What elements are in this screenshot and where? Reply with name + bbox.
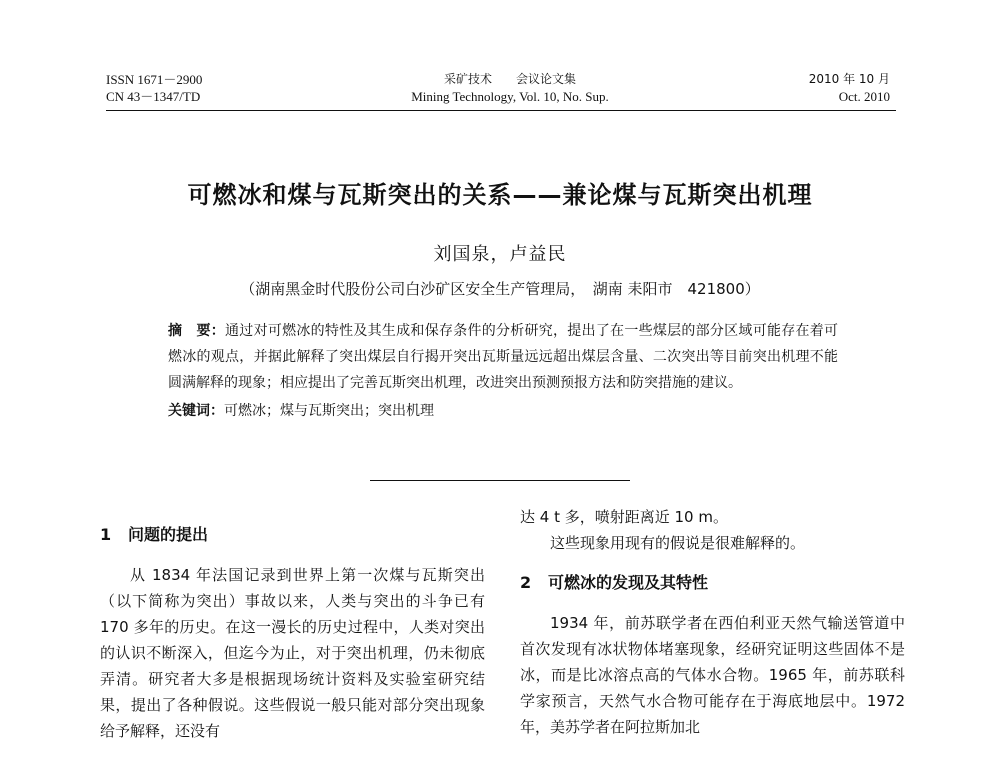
header-rule [106, 110, 896, 111]
section-2-paragraph: 1934 年，前苏联学者在西伯利亚天然气输送管道中首次发现有冰状物体堵塞现象，经研究证明这些固体不是冰，而是比冰溶点高的气体水合物。1965 年，前苏联科学家预言，天然气水合物可能存在于海底地层中。1972 年，美苏学者在阿拉斯加北 [520, 614, 905, 736]
abstract-text: 通过对可燃冰的特性及其生成和保存条件的分析研究，提出了在一些煤层的部分区域可能存在着可燃冰的观点，并据此解释了突出煤层自行揭开突出瓦斯量远远超出煤层含量、二次突出等目前突出机理不能圆满解释的现象；相应提出了完善瓦斯突出机理，改进突出预测预报方法和防突措施的建议。 [168, 323, 839, 391]
keywords-label: 关键词： [168, 403, 224, 419]
paper-title: 可燃冰和煤与瓦斯突出的关系——兼论煤与瓦斯突出机理 [187, 181, 813, 209]
keywords [168, 398, 838, 424]
continuation-text: 达 4 t 多，喷射距离近 10 m。 [520, 508, 728, 526]
authors: 刘国泉，卢益民 [433, 244, 567, 265]
left-column [100, 510, 485, 744]
header-center [360, 71, 660, 105]
section-1-paragraph: 从 1834 年法国记录到世界上第一次煤与瓦斯突出（以下简称为突出）事故以来，人类与突出的斗争已有 170 多年的历史。在这一漫长的历史过程中，人类对突出的认识不断深入，但迄今为止，对于突出机理，仍未彻底弄清。研究者大多是根据现场统计资料及实验室研究结果，提出了各种假说。这些假说一般只能对部分突出现象给予解释，还没有 [100, 566, 485, 740]
section-2-title: 可燃冰的发现及其特性 [548, 573, 709, 592]
header-right [809, 71, 890, 105]
section-2-heading [520, 570, 905, 596]
section-1-heading [100, 522, 485, 548]
journal-title-cn: 采矿技术 会议论文集 [443, 72, 576, 86]
abstract-block [168, 318, 838, 424]
keywords-text: 可燃冰；煤与瓦斯突出；突出机理 [224, 403, 434, 419]
affiliation: （湖南黑金时代股份公司白沙矿区安全生产管理局， 湖南 耒阳市 421800） [240, 280, 760, 298]
issn: ISSN 1671－2900 [106, 72, 203, 87]
section-2-number: 2 [520, 573, 532, 592]
abstract-label: 摘 要： [168, 323, 226, 339]
abstract-divider [370, 480, 630, 481]
section-1-title: 问题的提出 [128, 525, 209, 544]
date-en: Oct. 2010 [838, 89, 890, 104]
header-left [106, 71, 202, 105]
right-paragraph: 这些现象用现有的假说是很难解释的。 [550, 534, 806, 552]
section-1-number: 1 [100, 525, 112, 544]
cn-number: CN 43－1347/TD [106, 89, 201, 104]
journal-title-en: Mining Technology, Vol. 10, No. Sup. [411, 89, 609, 104]
right-column [520, 504, 905, 740]
abstract [168, 318, 838, 396]
date-cn: 2010 年 10 月 [808, 72, 890, 86]
